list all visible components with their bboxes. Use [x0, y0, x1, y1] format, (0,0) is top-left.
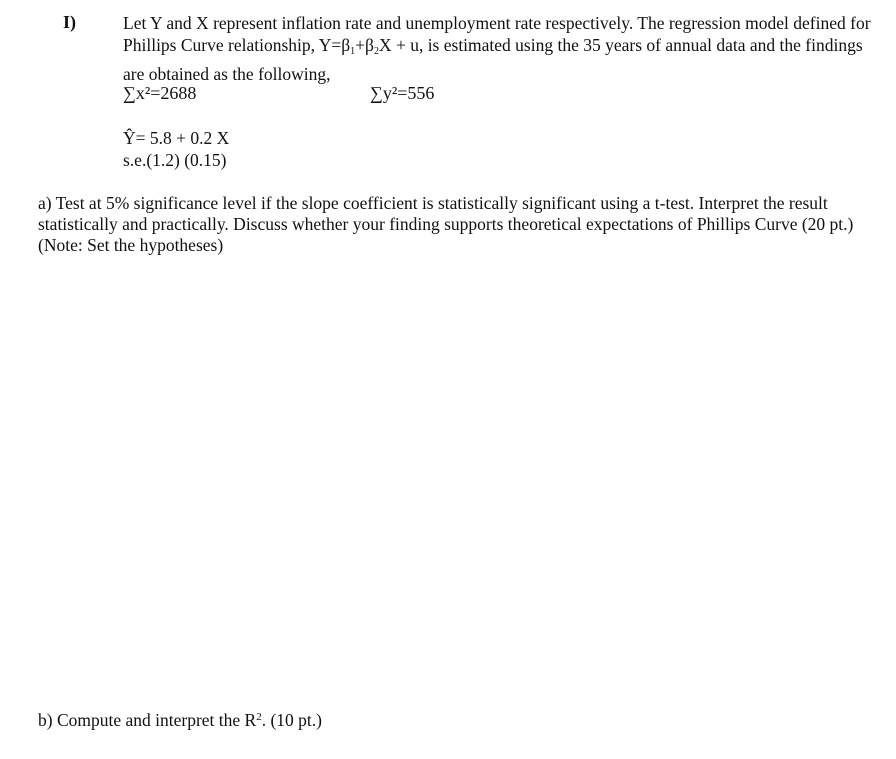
sum-y-squared: ∑y²=556: [370, 83, 435, 103]
regression-equation: Ŷ= 5.8 + 0.2 X: [123, 128, 230, 148]
question-b-text: b) Compute and interpret the R: [38, 710, 257, 730]
intro-text-start: Let Y and X represent inflation rate and unemployment rate respectively. The regression model defined for Phillips Curve relationship, Y=: [123, 13, 871, 55]
beta-subscript-1: 1: [350, 46, 356, 57]
problem-number: I): [63, 12, 76, 32]
plus-sign: +: [355, 35, 366, 55]
question-b-points: . (10 pt.): [261, 710, 322, 730]
sum-x-squared: ∑x²=2688: [123, 83, 197, 103]
beta-symbol: β: [365, 35, 374, 55]
beta-subscript-2: 2: [373, 46, 379, 57]
r-squared-superscript: 2: [256, 711, 262, 723]
intro-text-end: X + u, is estimated using the 35 years of annual data and the findings are obtained as the following,: [123, 35, 863, 84]
problem-intro: [123, 12, 873, 85]
beta-symbol: β: [341, 35, 351, 55]
standard-errors: s.e.(1.2) (0.15): [123, 150, 227, 170]
question-b: [38, 710, 322, 731]
question-a: a) Test at 5% significance level if the slope coefficient is statistically significant using a t-test. Interpret the result statistically and practically. Discuss whether your finding supports theoretical expectations of Phillips Curve (20 pt.) (Note: Set the hypotheses): [38, 193, 854, 255]
